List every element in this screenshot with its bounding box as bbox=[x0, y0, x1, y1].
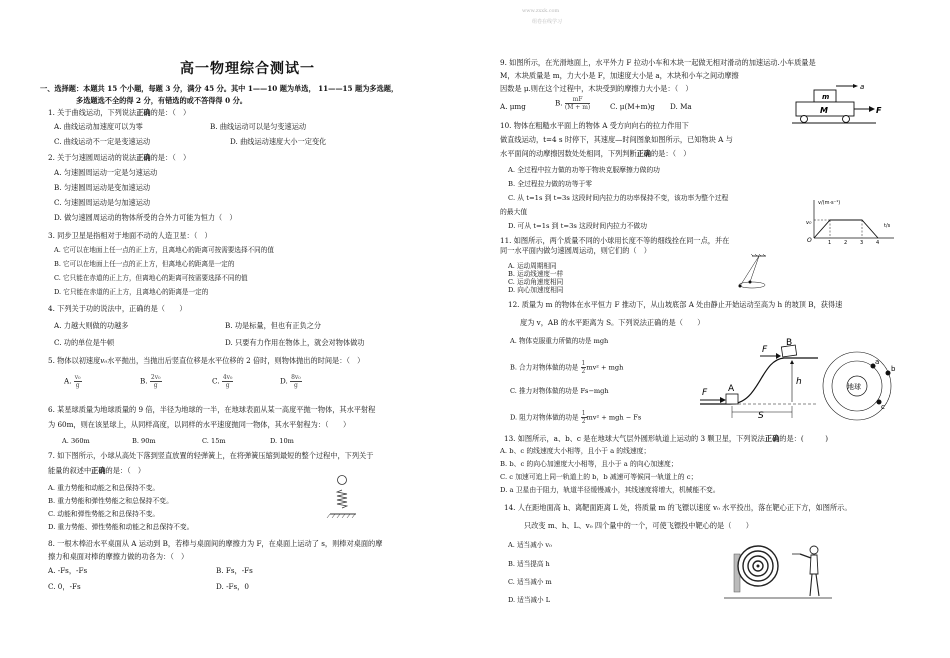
question-12-line-1: 12. 质量为 m 的物体在水平恒力 F 推动下，从山坡底部 A 处由静止开始运动至高为 h 的坡顶 B，获得速 bbox=[508, 300, 843, 309]
fig13-label-a: a bbox=[875, 358, 880, 366]
block-at-A bbox=[726, 394, 738, 404]
question-5-option-b[interactable]: B. $\frac{\text{2v₀}}{g}$ bbox=[140, 374, 161, 389]
graph-y-label: v/(m·s⁻¹) bbox=[818, 200, 841, 206]
question-9-cart-figure bbox=[796, 84, 886, 130]
section-instructions-line-1: 一、选择题：本题共 15 个小题，每题 3 分，满分 45 分。其中 1——10 题为单选， 11——15 题为多选题， bbox=[40, 84, 399, 93]
question-11-line-2: 同一水平面内做匀速圆周运动，则它们的（ ） bbox=[500, 246, 651, 255]
question-10-option-c-continued: 的最大值 bbox=[500, 208, 528, 216]
question-14-option-a[interactable]: A. 适当减小 v₀ bbox=[508, 541, 552, 549]
question-2-option-c[interactable]: C. 匀速圆周运动是匀加速运动 bbox=[54, 198, 151, 207]
question-14-option-b[interactable]: B. 适当提高 h bbox=[508, 560, 550, 568]
fig12-label-S: S bbox=[758, 411, 764, 421]
spring-icon bbox=[337, 490, 347, 508]
question-8-option-a[interactable]: A. -Fs，-Fs bbox=[48, 566, 88, 575]
ball-1 bbox=[739, 285, 742, 288]
graph-v0-label: v₀ bbox=[806, 220, 812, 226]
graph-tick-4: 4 bbox=[876, 240, 880, 246]
question-9-line-1: 9. 如图所示，在光滑地面上，水平外力 F 拉动小车和木块一起做无相对滑动的加速运动.小车质量是 bbox=[500, 58, 816, 67]
question-5-stem: 5. 物体以初速度v₀水平抛出，当抛出后竖直位移是水平位移的 2 倍时，则物体抛出的时间是：（ ） bbox=[48, 356, 365, 365]
question-7-line-1: 7. 如下图所示，小球从高处下落到竖直放置的轻弹簧上，在将弹簧压缩到最短的整个过程中，下列关于 bbox=[48, 451, 374, 460]
question-10-option-c[interactable]: C. 从 t=1s 到 t=3s 这段时间内拉力的功率保持不变，该功率为整个过程 bbox=[508, 194, 729, 202]
question-7-option-c[interactable]: C. 动能和弹性势能之和总保持不变。 bbox=[48, 510, 160, 518]
person-icon bbox=[792, 546, 819, 596]
question-2-option-d[interactable]: D. 做匀速圆周运动的物体所受的合外力可能为恒力（ ） bbox=[54, 213, 237, 222]
question-8-option-b[interactable]: B. Fs，-Fs bbox=[216, 566, 253, 575]
question-12-option-a[interactable]: A. 物体克服重力所做的功是 mgh bbox=[510, 337, 609, 345]
question-7-line-2: 能量的叙述中正确的是：（ ） bbox=[48, 466, 146, 475]
fig12-label-F-top: F bbox=[762, 345, 768, 355]
question-12-option-b[interactable]: B. 合力对物体做的功是 $\frac{1}{2}$ mv² + mgh bbox=[510, 360, 624, 375]
question-11-line-1: 11. 如图所示，两个质量不同的小球用长度不等的细线拴在同一点，并在 bbox=[500, 236, 730, 245]
question-2-stem: 2. 关于匀速圆周运动的说法正确的是：（ ） bbox=[48, 153, 191, 162]
question-1-option-d[interactable]: D. 曲线运动速度大小一定变化 bbox=[230, 137, 327, 146]
question-12-line-2: 度为 v，AB 的水平距离为 S。下列说法正确的是（ ） bbox=[520, 318, 705, 327]
graph-velocity-line bbox=[814, 220, 878, 238]
question-9-option-d[interactable]: D. Ma bbox=[670, 102, 692, 111]
question-8-option-d[interactable]: D. -Fs，0 bbox=[216, 582, 249, 591]
graph-x-label: t/s bbox=[884, 223, 891, 229]
question-5-option-a[interactable]: A. $\frac{\text{v₀}}{g}$ bbox=[64, 374, 81, 389]
question-3-option-b[interactable]: B. 它可以在地面上任一点的正上方，但离地心的距离是一定的 bbox=[54, 260, 235, 268]
wheel-right bbox=[843, 116, 850, 123]
question-10-option-a[interactable]: A. 全过程中拉力做的功等于物块克服摩擦力做的功 bbox=[508, 166, 660, 174]
question-11-option-b[interactable]: B. 运动线速度一样 bbox=[508, 270, 564, 278]
question-1-stem: 1. 关于曲线运动，下列说法正确的是：（ ） bbox=[48, 108, 191, 117]
question-3-option-c[interactable]: C. 它只能在赤道的正上方，但离地心的距离可按需要选择不同的值 bbox=[54, 274, 248, 282]
watermark-line-1: www.zxxk.com bbox=[522, 8, 560, 14]
question-4-option-b[interactable]: B. 功是标量，但也有正负之分 bbox=[225, 321, 322, 330]
question-12-hill-figure bbox=[700, 340, 818, 422]
question-10-line-2: 做直线运动，t=4 s 时停下，其速度—时间图象如图所示，已知物块 A 与 bbox=[500, 135, 733, 144]
fig9-label-M: M bbox=[820, 106, 828, 115]
question-14-dart-figure bbox=[714, 538, 834, 622]
fig13-label-b: b bbox=[891, 365, 896, 373]
question-8-line-2: 擦力和桌面对棒的摩擦力做的功各为：（ ） bbox=[48, 552, 189, 561]
question-10-option-b[interactable]: B. 全过程拉力做的功等于零 bbox=[508, 180, 593, 188]
question-1-option-a[interactable]: A. 曲线运动加速度可以为零 bbox=[54, 122, 143, 131]
ground-hatch bbox=[327, 514, 355, 518]
question-1-option-c[interactable]: C. 曲线运动不一定是变速运动 bbox=[54, 137, 151, 146]
question-12-option-c[interactable]: C. 推力对物体做的功是 Fs−mgh bbox=[510, 387, 609, 395]
question-7-spring-figure bbox=[330, 474, 370, 534]
question-6-option-d[interactable]: D. 10m bbox=[270, 437, 294, 445]
orbit-circle bbox=[739, 282, 765, 288]
question-6-option-b[interactable]: B. 90m bbox=[132, 437, 156, 445]
question-2-option-b[interactable]: B. 匀速圆周运动是变加速运动 bbox=[54, 183, 151, 192]
target-icon bbox=[738, 546, 778, 586]
ball-2 bbox=[749, 281, 752, 284]
question-11-option-d[interactable]: D. 向心加速度相同 bbox=[508, 286, 564, 294]
fig13-label-c: c bbox=[881, 403, 885, 411]
question-10-option-d[interactable]: D. 可从 t=1s 到 t=3s 这段时间内拉力不做功 bbox=[508, 222, 648, 230]
question-9-option-a[interactable]: A. μmg bbox=[500, 102, 526, 111]
question-5-option-d[interactable]: D. $\frac{\text{8v₀}}{g}$ bbox=[280, 374, 301, 389]
question-14-line-2: 只改变 m、h、L、v₀ 四个量中的一个，可使飞镖投中靶心的是（ ） bbox=[524, 521, 753, 530]
question-3-option-a[interactable]: A. 它可以在地面上任一点的正上方，且离地心的距离可按需要选择不同的值 bbox=[54, 246, 274, 254]
watermark-line-2: 组卷在线学习 bbox=[532, 19, 563, 25]
left-column bbox=[40, 0, 470, 658]
question-3-option-d[interactable]: D. 它只能在赤道的正上方，且离地心的距离是一定的 bbox=[54, 288, 209, 296]
question-8-option-c[interactable]: C. 0，-Fs bbox=[48, 582, 81, 591]
question-4-option-d[interactable]: D. 只要有力作用在物体上，就会对物体做功 bbox=[225, 338, 365, 347]
question-1-option-b[interactable]: B. 曲线运动可以是匀变速运动 bbox=[210, 122, 307, 131]
question-13-option-d[interactable]: D. a 卫星由于阻力，轨道半径缓慢减小，其线速度将增大，机械能不变。 bbox=[500, 486, 720, 494]
question-13-stem: 13. 如图所示，a、b、c 是在地球大气层外圆形轨道上运动的 3 颗卫星，下列说法正确的是：( ) bbox=[504, 434, 828, 443]
question-14-option-c[interactable]: C. 适当减小 m bbox=[508, 578, 552, 586]
question-13-option-c[interactable]: C. c 加速可追上同一轨道上的 b，b 减速可等候同一轨道上的 c； bbox=[500, 473, 698, 481]
question-9-line-3: 因数是 μ.则在这个过程中，木块受到的摩擦力大小是：（ ） bbox=[500, 84, 693, 93]
question-10-vt-graph bbox=[806, 200, 896, 246]
question-11-option-c[interactable]: C. 运动角速度相同 bbox=[508, 278, 564, 286]
fig9-label-F: F bbox=[876, 106, 882, 115]
question-4-stem: 4. 下列关于功的说法中，正确的是（ ） bbox=[48, 304, 187, 313]
question-5-option-c[interactable]: C. $\frac{\text{4v₀}}{g}$ bbox=[212, 374, 233, 389]
question-12-option-d[interactable]: D. 阻力对物体做的功是 $\frac{1}{2}$ mv² + mgh − Fs bbox=[510, 410, 642, 425]
question-11-option-a[interactable]: A. 运动周期相同 bbox=[508, 262, 557, 270]
question-6-line-1: 6. 某星球质量为地球质量的 9 倍，半径为地球的一半，在地球表面从某一高度平抛一物体，其水平射程 bbox=[48, 405, 376, 414]
question-11-pendulum-figure bbox=[736, 256, 776, 296]
question-10-line-3: 水平面间的动摩擦因数处处相同，下列判断正确的是：（ ） bbox=[500, 149, 691, 158]
question-6-option-a[interactable]: A. 360m bbox=[62, 437, 90, 445]
fig9-label-m: m bbox=[822, 93, 830, 101]
question-14-line-1: 14. 人在距地面高 h、离靶面距离 L 处，将质量 m 的飞镖以速度 v₀ 水平投出，落在靶心正下方，如图所示。 bbox=[504, 503, 852, 512]
fig12-label-A: A bbox=[728, 384, 735, 394]
ball-icon bbox=[338, 476, 347, 485]
fig9-label-a: a bbox=[860, 83, 865, 91]
page-title: 高一物理综合测试一 bbox=[180, 61, 315, 77]
graph-tick-1: 1 bbox=[828, 240, 832, 246]
graph-origin-label: O bbox=[807, 237, 812, 244]
question-4-option-a[interactable]: A. 力越大则做的功越多 bbox=[54, 321, 129, 330]
question-9-option-b[interactable]: B. $\frac{mF}{(M + m)}$ bbox=[555, 96, 591, 111]
string-2 bbox=[750, 256, 759, 282]
question-3-stem: 3. 同步卫星是指相对于地面不动的人造卫星：（ ） bbox=[48, 231, 212, 240]
question-13-option-a[interactable]: A. b、c 的线速度大小相等，且小于 a 的线速度； bbox=[500, 447, 651, 455]
fig12-label-F: F bbox=[702, 388, 708, 398]
question-14-option-d[interactable]: D. 适当减小 L bbox=[508, 596, 551, 604]
question-6-option-c[interactable]: C. 15m bbox=[202, 437, 226, 445]
question-13-option-b[interactable]: B. b、c 的向心加速度大小相等，且小于 a 的向心加速度； bbox=[500, 460, 678, 468]
graph-tick-2: 2 bbox=[844, 240, 848, 246]
question-9-option-c[interactable]: C. μ(M+m)g bbox=[610, 102, 655, 111]
question-6-line-2: 为 60m，则在该星球上，从同样高度，以同样的水平速度抛同一物体，其水平射程为：（ ） bbox=[48, 420, 351, 429]
right-column bbox=[500, 0, 910, 658]
question-7-option-a[interactable]: A. 重力势能和动能之和总保持不变。 bbox=[48, 484, 160, 492]
section-instructions-line-2: 多选题选不全的得 2 分，有错选的或不答得得 0 分。 bbox=[76, 96, 247, 105]
satellite-b bbox=[886, 371, 891, 376]
question-7-option-d[interactable]: D. 重力势能、弹性势能和动能之和总保持不变。 bbox=[48, 523, 194, 531]
question-7-option-b[interactable]: B. 重力势能和弹性势能之和总保持不变。 bbox=[48, 497, 173, 505]
question-4-option-c[interactable]: C. 功的单位是牛顿 bbox=[54, 338, 115, 347]
fig12-label-h: h bbox=[796, 377, 802, 387]
question-2-option-a[interactable]: A. 匀速圆周运动一定是匀速运动 bbox=[54, 168, 158, 177]
graph-tick-3: 3 bbox=[860, 240, 864, 246]
fig12-label-B: B bbox=[786, 338, 793, 348]
fig13-label-earth: 地球 bbox=[847, 383, 861, 391]
question-10-line-1: 10. 物体在粗糙水平面上的物体 A 受方向向右的拉力作用下 bbox=[500, 121, 689, 130]
question-8-line-1: 8. 一根木棒沿水平桌面从 A 运动到 B，若棒与桌面间的摩擦力为 F，在桌面上运动了 s，则棒对桌面的摩 bbox=[48, 539, 383, 548]
question-13-orbit-figure bbox=[824, 346, 900, 422]
wheel-left bbox=[801, 116, 808, 123]
question-9-line-2: M，木块质量是 m，力大小是 F，加速度大小是 a，木块和小车之间动摩擦 bbox=[500, 71, 739, 80]
